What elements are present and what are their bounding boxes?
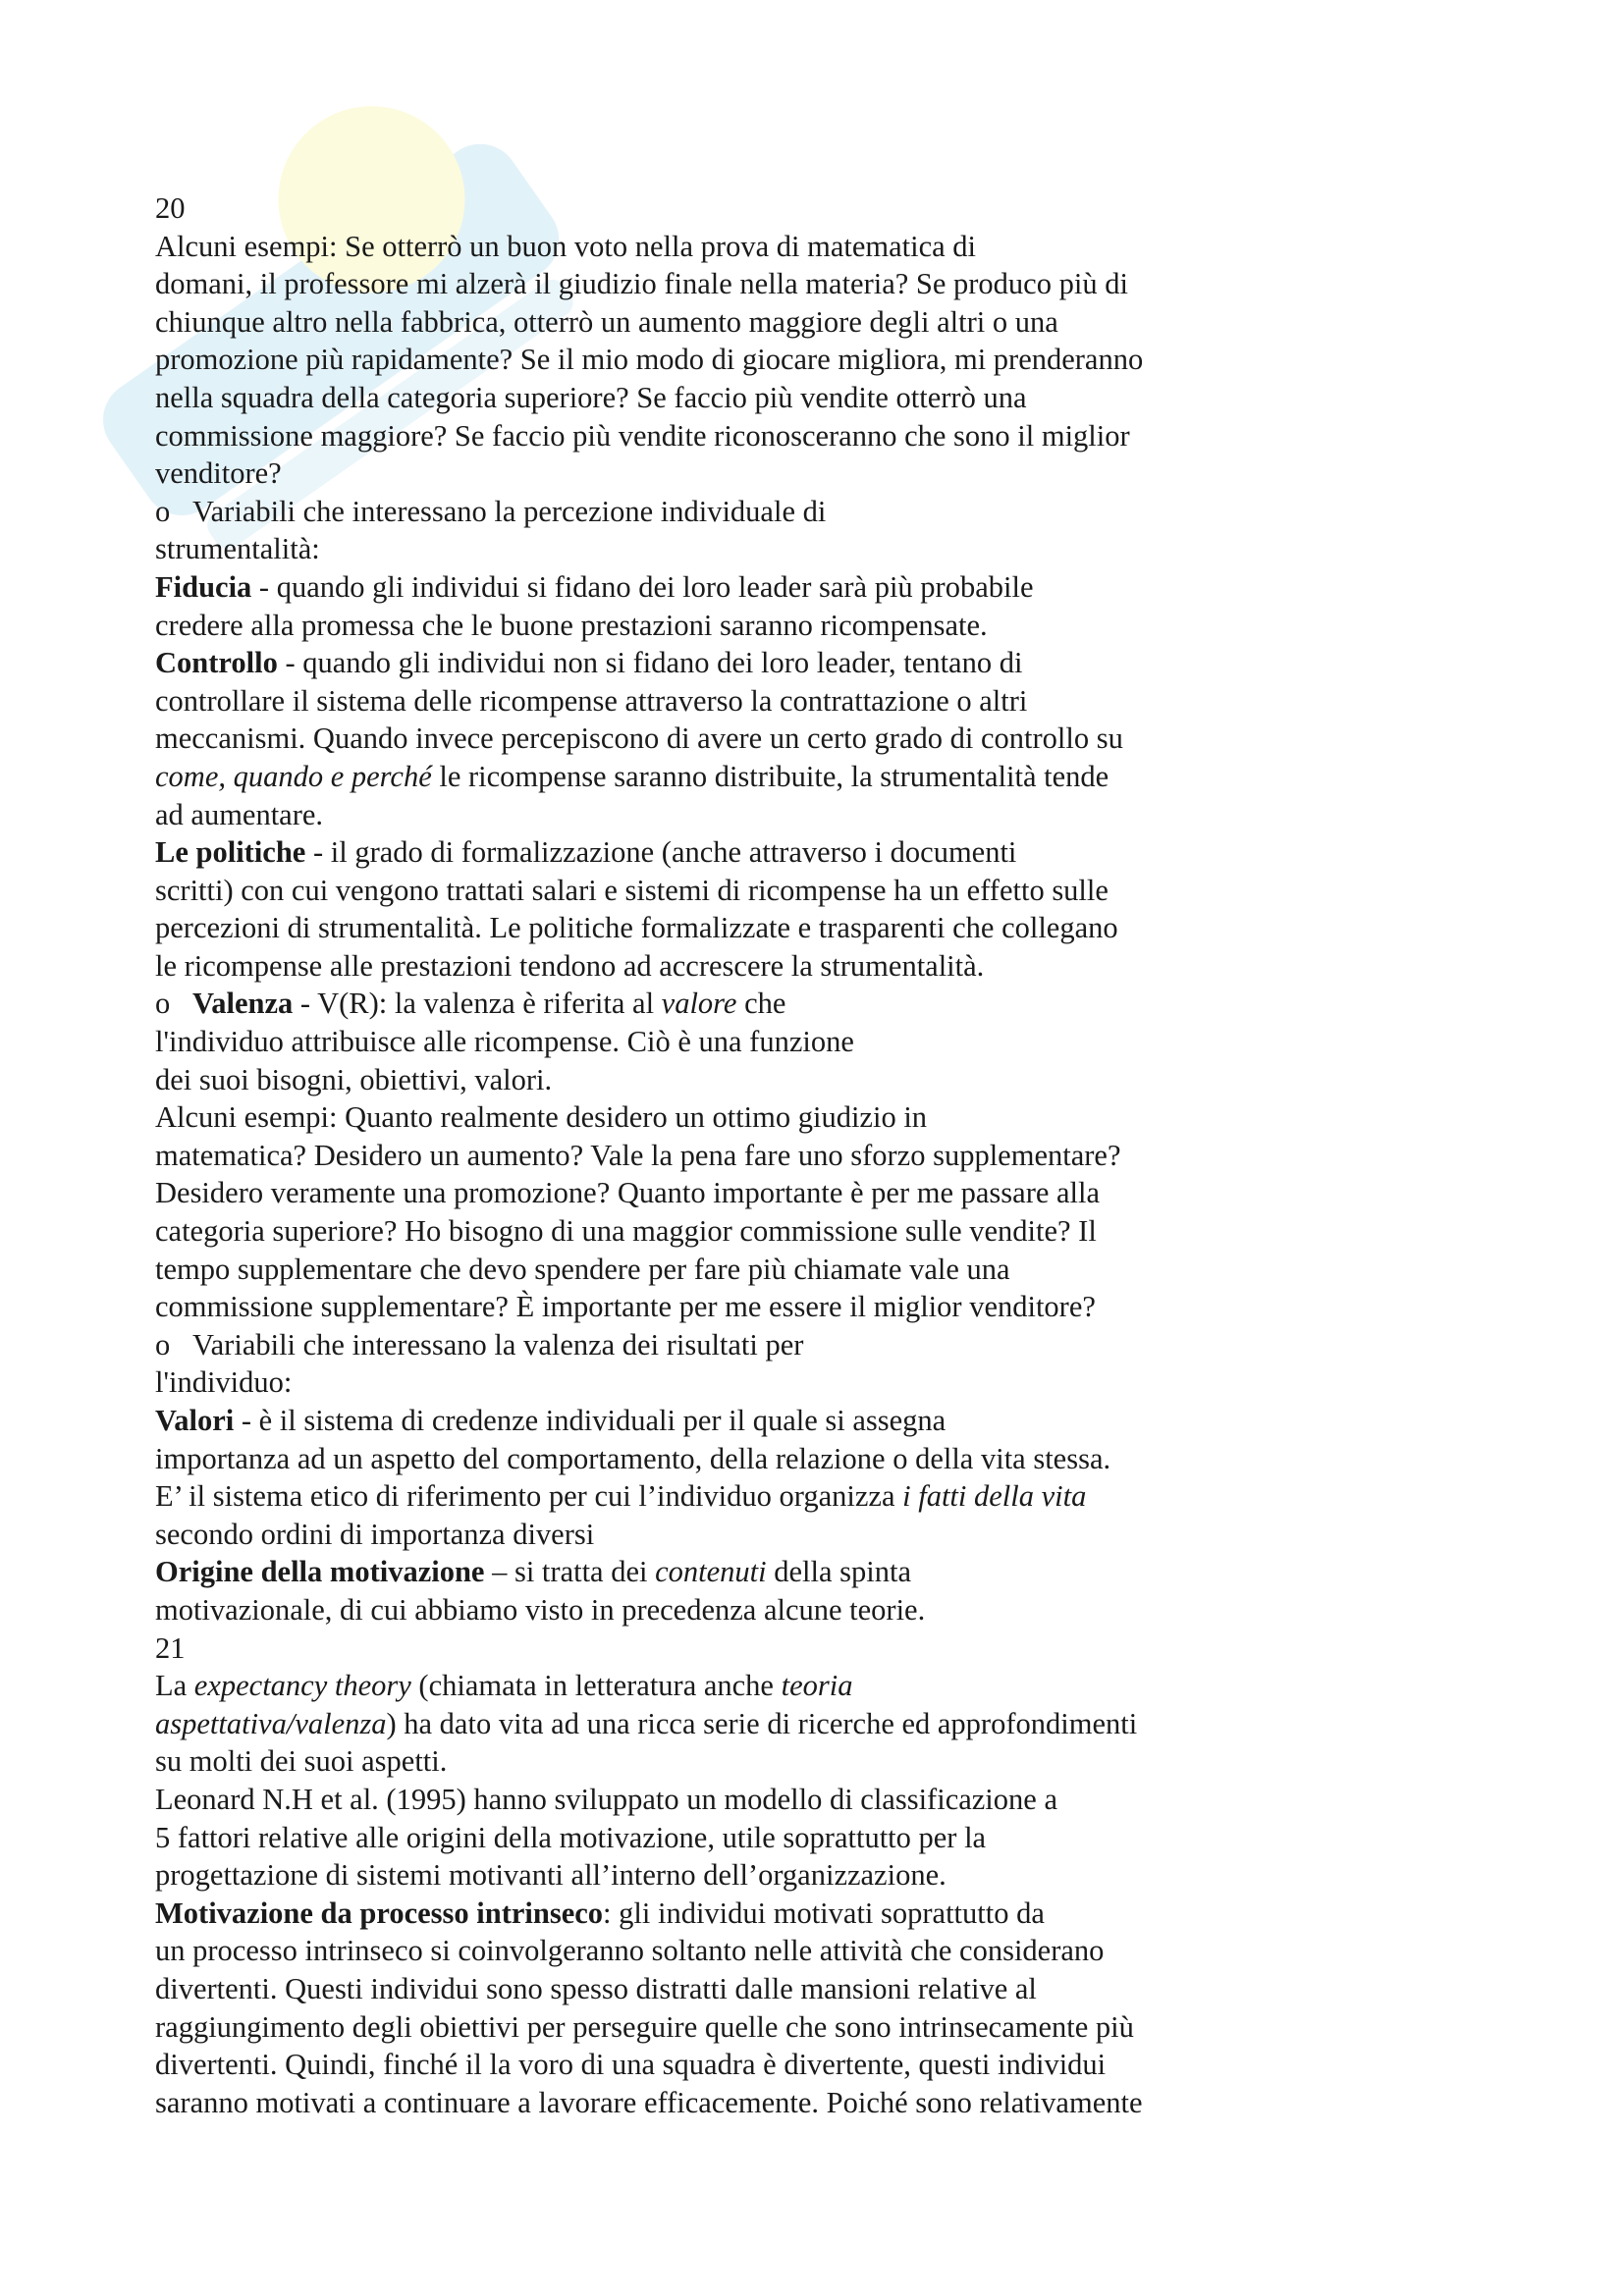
text-line: percezioni di strumentalità. Le politiche formalizzate e trasparenti che collegano [155,911,1118,945]
emphasis: teoria [781,1669,853,1703]
text-line: Leonard N.H et al. (1995) hanno sviluppato un modello di classificazione a [155,1782,1057,1816]
text-line: un processo intrinseco si coinvolgeranno soltanto nelle attività che considerano [155,1934,1105,1968]
emphasis: i fatti della vita [902,1479,1087,1514]
text-line: divertenti. Quindi, finché il la voro di una squadra è divertente, questi individui [155,2048,1107,2082]
text-line: progettazione di sistemi motivanti all’interno dell’organizzazione. [155,1858,947,1893]
text-line: controllare il sistema delle ricompense attraverso la contrattazione o altri [155,683,1028,718]
text-line: commissione maggiore? Se faccio più vendite riconosceranno che sono il miglior [155,418,1130,453]
text-line: categoria superiore? Ho bisogno di una maggior commissione sulle vendite? Il [155,1214,1097,1249]
emphasis: valore [661,987,737,1021]
definition-line: Controllo - quando gli individui non si fidano dei loro leader, tentano di [155,646,1023,680]
text-line: importanza ad un aspetto del comportamento, della relazione o della vita stessa. [155,1441,1111,1475]
definition-term: Motivazione da processo intrinseco [155,1896,604,1930]
text-line: tempo supplementare che devo spendere per fare più chiamate vale una [155,1252,1010,1286]
text-line: raggiungimento degli obiettivi per perseguire quelle che sono intrinsecamente più [155,2009,1134,2044]
text-line: Alcuni esempi: Quanto realmente desidero un ottimo giudizio in [155,1100,928,1135]
definition-line: Motivazione da processo intrinseco: gli individui motivati soprattutto da [155,1896,1045,1930]
text-line: E’ il sistema etico di riferimento per cui l’individuo organizza i fatti della vita [155,1479,1087,1514]
text-line: divertenti. Questi individui sono spesso distratti dalle mansioni relative al [155,1971,1037,2005]
text-line: nella squadra della categoria superiore? Se faccio più vendite otterrò una [155,380,1027,414]
definition-term: Origine della motivazione [155,1555,485,1589]
text-line: dei suoi bisogni, obiettivi, valori. [155,1062,553,1096]
bullet-icon: o [155,1327,171,1362]
text-line: credere alla promessa che le buone prestazioni saranno ricompensate. [155,608,988,642]
definition-term: Valori [155,1404,235,1437]
document-body [155,189,1471,2121]
text-line: La expectancy theory (chiamata in letteratura anche teoria [155,1669,853,1703]
text-line: venditore? [155,456,282,491]
text-line: matematica? Desidero un aumento? Vale la pena fare uno sforzo supplementare? [155,1138,1121,1172]
definition-line: Origine della motivazione – si tratta dei contenuti della spinta [155,1555,911,1589]
text-line: strumentalità: [155,532,320,566]
emphasis: expectancy theory [193,1669,411,1703]
text-line: meccanismi. Quando invece percepiscono di avere un certo grado di controllo su [155,721,1123,756]
bullet-item: o Variabili che interessano la percezione individuale di [155,493,1471,531]
emphasis: come, quando e perché [155,759,432,793]
definition-line: Valori - è il sistema di credenze individuali per il quale si assegna [155,1404,947,1437]
text-line: su molti dei suoi aspetti. [155,1744,448,1779]
text-line: come, quando e perché le ricompense saranno distribuite, la strumentalità tende [155,759,1109,793]
text-line: scritti) con cui vengono trattati salari e sistemi di ricompense ha un effetto sulle [155,873,1109,907]
page-number: 20 [155,191,186,225]
definition-line: Fiducia - quando gli individui si fidano dei loro leader sarà più probabile [155,569,1034,604]
text-line: secondo ordini di importanza diversi [155,1517,595,1551]
text-line: le ricompense alle prestazioni tendono ad accrescere la strumentalità. [155,948,985,983]
definition-term: Controllo [155,646,278,680]
bullet-icon: o [155,987,171,1021]
bullet-icon: o [155,494,171,528]
text-line: aspettativa/valenza) ha dato vita ad una ricca serie di ricerche ed approfondimenti [155,1706,1138,1740]
text-line: promozione più rapidamente? Se il mio modo di giocare migliora, mi prenderanno [155,343,1144,377]
text-line: l'individuo attribuisce alle ricompense. Ciò è una funzione [155,1025,854,1059]
text-line: 5 fattori relative alle origini della motivazione, utile soprattutto per la [155,1820,987,1854]
bullet-item: o Variabili che interessano la valenza dei risultati per [155,1326,1471,1364]
text-line: Desidero veramente una promozione? Quanto importante è per me passare alla [155,1176,1101,1210]
definition-term: Fiducia [155,569,252,604]
text-line: commissione supplementare? È importante per me essere il miglior venditore? [155,1290,1096,1324]
bullet-item: o Valenza - V(R): la valenza è riferita al valore che [155,985,1471,1023]
definition-term: Valenza [192,987,294,1021]
text-line: Alcuni esempi: Se otterrò un buon voto nella prova di matematica di [155,229,976,263]
page-number: 21 [155,1630,186,1665]
text-line: l'individuo: [155,1365,293,1400]
text-line: saranno motivati a continuare a lavorare efficacemente. Poiché sono relativamente [155,2085,1143,2119]
text-line: motivazionale, di cui abbiamo visto in precedenza alcune teorie. [155,1592,926,1627]
text-line: domani, il professore mi alzerà il giudizio finale nella materia? Se produco più di [155,267,1128,301]
text-line: chiunque altro nella fabbrica, otterrò un aumento maggiore degli altri o una [155,304,1058,339]
text-line: ad aumentare. [155,797,324,831]
definition-term: Le politiche [155,835,306,870]
emphasis: aspettativa/valenza [155,1706,387,1740]
emphasis: contenuti [655,1555,767,1589]
definition-line: Le politiche - il grado di formalizzazione (anche attraverso i documenti [155,835,1017,870]
